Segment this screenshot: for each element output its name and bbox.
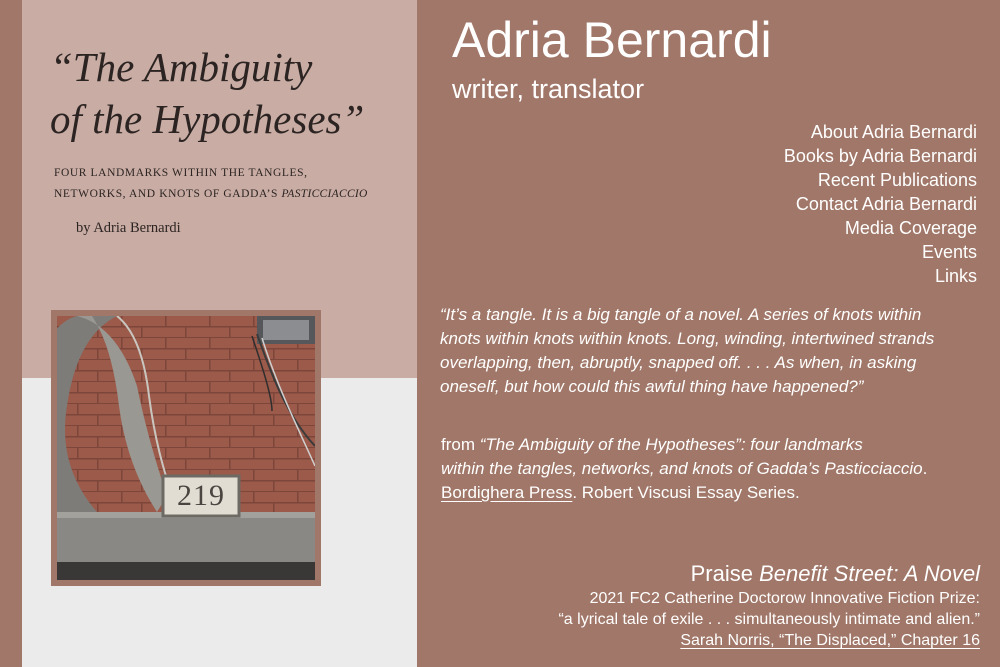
- book-cover: [22, 0, 417, 667]
- praise-book-title: Benefit Street: A Novel: [759, 561, 980, 586]
- source-line-2: [441, 457, 986, 481]
- cover-subtitle: [54, 163, 394, 206]
- source-title: “The Ambiguity of the Hypotheses”: four landmarks: [479, 435, 863, 454]
- cover-subtitle-italic: PASTICCIACCIO: [281, 188, 368, 201]
- nav-contact[interactable]: Contact Adria Bernardi: [795, 194, 977, 214]
- nav-books[interactable]: Books by Adria Bernardi: [783, 146, 977, 166]
- nav-about[interactable]: About Adria Bernardi: [810, 122, 977, 142]
- brick-wall-illustration: [57, 316, 315, 580]
- book-quote: [440, 303, 988, 399]
- source-period: .: [922, 459, 928, 478]
- source-line-1: [441, 433, 986, 457]
- source-series: . Robert Viscusi Essay Series.: [572, 483, 800, 502]
- nav-links[interactable]: Links: [934, 266, 977, 286]
- the-displaced-link[interactable]: Sarah Norris, “The Displaced,” Chapter 16: [680, 632, 980, 649]
- quote-line: oneself, but how could this awful thing have happened?”: [440, 377, 864, 396]
- bordighera-press-link[interactable]: Bordighera Press: [441, 483, 573, 502]
- quote-line: overlapping, then, abruptly, snapped off. . . . As when, in asking: [440, 353, 917, 372]
- cover-title-line-1: “The Ambiguity: [50, 44, 313, 90]
- cover-subtitle-line-1: FOUR LANDMARKS WITHIN THE TANGLES,: [54, 167, 308, 179]
- praise-link-line: [558, 630, 980, 651]
- praise-prize: 2021 FC2 Catherine Doctorow Innovative Fiction Prize:: [589, 590, 980, 607]
- cover-byline: by Adria Bernardi: [76, 220, 181, 236]
- praise-heading: [558, 560, 980, 588]
- source-prefix: from: [441, 435, 480, 454]
- praise-block: [558, 560, 980, 651]
- nav-media-coverage[interactable]: Media Coverage: [844, 218, 977, 238]
- praise-quote: “a lyrical tale of exile . . . simultaneously intimate and alien.”: [558, 611, 980, 628]
- cover-title-line-2: of the Hypotheses”: [50, 95, 365, 142]
- quote-source: [441, 433, 986, 505]
- quote-line: “It’s a tangle. It is a big tangle of a novel. A series of knots within: [440, 305, 922, 324]
- praise-heading-prefix: Praise: [690, 561, 760, 586]
- author-tagline: writer, translator: [452, 74, 645, 104]
- source-subtitle: within the tangles, networks, and knots of Gadda’s: [441, 459, 825, 478]
- cover-subtitle-line-2-text: NETWORKS, AND KNOTS OF GADDA’S: [54, 188, 282, 201]
- source-line-3: [441, 481, 986, 505]
- nav-recent-publications[interactable]: Recent Publications: [817, 170, 977, 190]
- author-name: Adria Bernardi: [452, 12, 772, 68]
- main-nav: [784, 120, 977, 288]
- cover-photo-frame: [51, 310, 321, 586]
- cover-title: [50, 42, 410, 145]
- nav-events[interactable]: Events: [921, 242, 977, 262]
- cover-photo-brick-wall: [57, 316, 315, 580]
- quote-line: knots within knots within knots. Long, winding, intertwined strands: [440, 329, 935, 348]
- cover-subtitle-line-2: [54, 184, 394, 205]
- house-number-plaque: 219: [177, 479, 225, 512]
- source-book: Pasticciaccio: [824, 459, 923, 478]
